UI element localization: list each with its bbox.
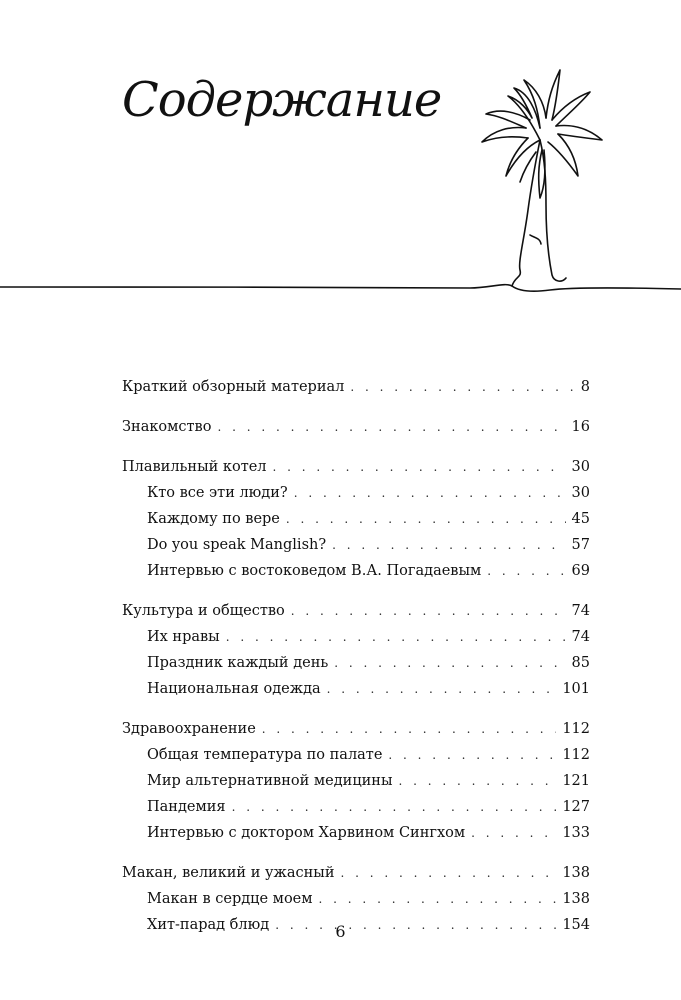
palm-trunk <box>512 140 540 286</box>
dot-leader <box>332 532 565 558</box>
toc-entry-page: 112 <box>562 721 590 737</box>
toc-entry-title: Do you speak Manglish? <box>147 537 327 553</box>
toc-subentry <box>122 768 590 794</box>
toc-subentry <box>122 794 590 820</box>
toc-entry-page: 101 <box>562 681 590 697</box>
toc-entry-title: Пандемия <box>147 799 226 815</box>
toc-entry-page: 138 <box>562 865 590 881</box>
toc-entry <box>122 716 590 742</box>
toc-entry-page: 154 <box>562 917 590 933</box>
palm-frond <box>508 88 540 140</box>
toc-entry-title: Плавильный котел <box>122 459 267 475</box>
dot-leader <box>294 480 566 506</box>
palm-tree-illustration <box>0 0 681 320</box>
toc-entry-title: Их нравы <box>147 629 220 645</box>
palm-frond <box>552 92 590 126</box>
toc-group <box>122 716 590 846</box>
toc-entry-page: 45 <box>571 511 590 527</box>
dot-leader <box>334 650 565 676</box>
toc-subentry <box>122 558 590 584</box>
toc-entry-title: Макан, великий и ужасный <box>122 865 335 881</box>
toc-entry-page: 85 <box>571 655 590 671</box>
toc-subentry <box>122 480 590 506</box>
dot-leader <box>388 742 556 768</box>
toc-subentry <box>122 820 590 846</box>
dot-leader <box>226 624 566 650</box>
toc-entry-title: Культура и общество <box>122 603 285 619</box>
toc-entry-title: Интервью с доктором Харвином Сингхом <box>147 825 466 841</box>
toc-entry-title: Кто все эти люди? <box>147 485 288 501</box>
palm-frond <box>486 111 530 128</box>
dot-leader <box>399 768 557 794</box>
dot-leader <box>232 794 557 820</box>
toc-entry-page: 127 <box>562 799 590 815</box>
toc-subentry <box>122 886 590 912</box>
toc-entry-title: Общая температура по палате <box>147 747 383 763</box>
toc-subentry <box>122 676 590 702</box>
toc-entry-page: 74 <box>571 629 590 645</box>
toc-entry <box>122 454 590 480</box>
horizon-line <box>0 285 681 292</box>
toc-entry-page: 133 <box>562 825 590 841</box>
toc-subentry <box>122 624 590 650</box>
toc-subentry <box>122 650 590 676</box>
toc-entry-page: 121 <box>562 773 590 789</box>
toc-entry-page: 138 <box>562 891 590 907</box>
toc-entry-title: Здравоохранение <box>122 721 256 737</box>
toc-entry-page: 8 <box>580 379 590 395</box>
dot-leader <box>350 374 574 400</box>
toc-subentry <box>122 742 590 768</box>
toc-entry-page: 74 <box>571 603 590 619</box>
page-number: 6 <box>335 922 346 941</box>
toc-entry-page: 112 <box>562 747 590 763</box>
toc-entry <box>122 374 590 400</box>
toc-entry-title: Интервью с востоковедом В.А. Погадаевым <box>147 563 482 579</box>
dot-leader <box>487 558 565 584</box>
toc-group <box>122 454 590 584</box>
dot-leader <box>327 676 557 702</box>
toc-entry <box>122 598 590 624</box>
palm-frond <box>556 126 602 140</box>
dot-leader <box>471 820 556 846</box>
toc-group <box>122 414 590 440</box>
toc-entry <box>122 860 590 886</box>
table-of-contents <box>122 374 590 952</box>
palm-frond <box>548 134 578 176</box>
toc-entry-title: Макан в сердце моем <box>147 891 313 907</box>
toc-entry-title: Праздник каждый день <box>147 655 329 671</box>
toc-subentry <box>122 532 590 558</box>
page-title: Содержание <box>122 72 442 128</box>
dot-leader <box>217 414 565 440</box>
toc-subentry <box>122 506 590 532</box>
toc-entry-title: Знакомство <box>122 419 212 435</box>
dot-leader <box>273 454 566 480</box>
dot-leader <box>262 716 557 742</box>
toc-entry-title: Мир альтернативной медицины <box>147 773 393 789</box>
toc-entry <box>122 414 590 440</box>
dot-leader <box>286 506 566 532</box>
toc-entry-title: Хит-парад блюд <box>147 917 270 933</box>
palm-frond <box>524 80 546 128</box>
toc-group <box>122 598 590 702</box>
toc-entry-title: Краткий обзорный материал <box>122 379 345 395</box>
toc-entry-title: Каждому по вере <box>147 511 280 527</box>
toc-entry-page: 30 <box>571 485 590 501</box>
toc-entry-page: 30 <box>571 459 590 475</box>
palm-frond <box>482 128 528 142</box>
toc-group <box>122 374 590 400</box>
dot-leader <box>340 860 556 886</box>
toc-entry-title: Национальная одежда <box>147 681 321 697</box>
toc-entry-page: 57 <box>571 537 590 553</box>
toc-entry-page: 69 <box>571 563 590 579</box>
toc-entry-page: 16 <box>571 419 590 435</box>
dot-leader <box>291 598 566 624</box>
dot-leader <box>319 886 557 912</box>
